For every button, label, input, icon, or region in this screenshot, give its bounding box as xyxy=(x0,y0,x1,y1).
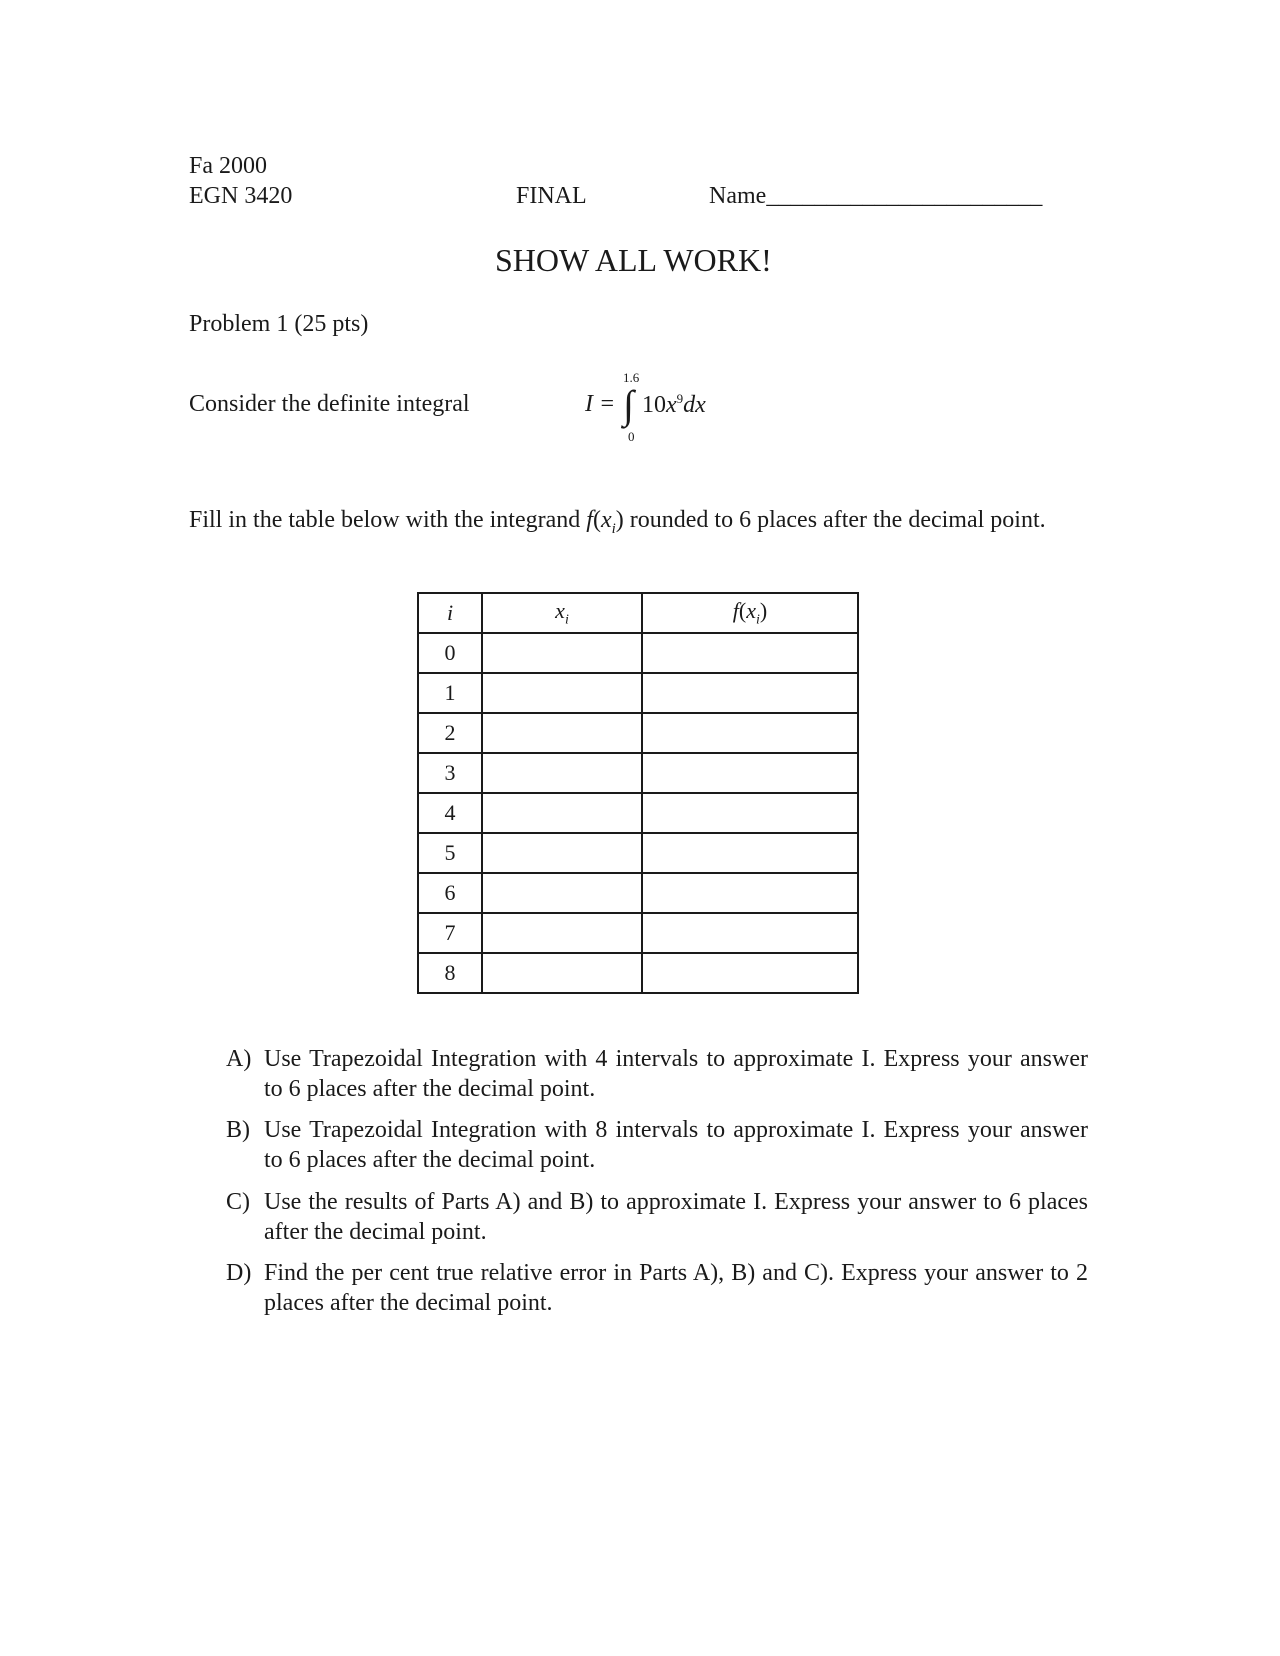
problem-title: Problem 1 (25 pts) xyxy=(189,311,369,337)
header-f-sub: i xyxy=(756,612,760,628)
table-header-row xyxy=(418,593,858,633)
row-index: 1 xyxy=(418,673,482,713)
row-index: 0 xyxy=(418,633,482,673)
xi-cell[interactable] xyxy=(482,673,642,713)
row-index: 3 xyxy=(418,753,482,793)
fxi-cell[interactable] xyxy=(642,833,858,873)
table-row xyxy=(418,793,858,833)
fill-text-x: x xyxy=(600,507,612,533)
problem-intro: Consider the definite integral xyxy=(189,391,470,417)
xi-cell[interactable] xyxy=(482,713,642,753)
question-text: Use Trapezoidal Integration with 8 intervals to approximate I. Express your answer to 6 places after the decimal point. xyxy=(264,1117,1088,1173)
header-fxi: $f(x_i)$ xyxy=(642,593,858,633)
header-i xyxy=(418,593,482,633)
page-title: SHOW ALL WORK! xyxy=(495,242,772,278)
xi-cell[interactable] xyxy=(482,913,642,953)
fill-instruction: Fill in the table below with the integrand $f(x_i)$ rounded to 6 places after the decimal point. xyxy=(189,507,1046,537)
exam-label: FINAL xyxy=(516,183,587,209)
integrand-variable: x xyxy=(666,392,677,418)
xi-cell[interactable] xyxy=(482,753,642,793)
xi-cell[interactable] xyxy=(482,833,642,873)
question-text: Use Trapezoidal Integration with 4 intervals to approximate I. Express your answer to 6 places after the decimal point. xyxy=(264,1046,1088,1102)
xi-cell[interactable] xyxy=(482,633,642,673)
row-index: 6 xyxy=(418,873,482,913)
name-label: Name xyxy=(709,183,767,209)
question-a xyxy=(226,1044,1088,1104)
row-index: 8 xyxy=(418,953,482,993)
name-line: _______________________ xyxy=(766,183,1043,209)
header-f-var: x xyxy=(746,597,756,623)
question-label: A) xyxy=(226,1046,252,1072)
row-index: 7 xyxy=(418,913,482,953)
table-row xyxy=(418,633,858,673)
integral-lhs: I = xyxy=(585,391,616,417)
question-text: Find the per cent true relative error in Parts A), B) and C). Express your answer to 2 places after the decimal point. xyxy=(264,1260,1088,1316)
values-table xyxy=(417,592,859,994)
table-row xyxy=(418,673,858,713)
table-row xyxy=(418,953,858,993)
integrand xyxy=(642,392,706,417)
fxi-cell[interactable] xyxy=(642,873,858,913)
row-index: 2 xyxy=(418,713,482,753)
integrand-coefficient: 10 xyxy=(642,392,666,418)
question-label: D) xyxy=(226,1260,252,1286)
integrand-exponent: 9 xyxy=(676,391,684,406)
question-text: Use the results of Parts A) and B) to approximate I. Express your answer to 6 places after the decimal point. xyxy=(264,1189,1088,1245)
integral-upper-limit: 1.6 xyxy=(623,370,640,385)
xi-cell[interactable] xyxy=(482,873,642,913)
header-xi xyxy=(482,593,642,633)
fxi-cell[interactable] xyxy=(642,673,858,713)
fxi-cell[interactable] xyxy=(642,913,858,953)
table-row xyxy=(418,873,858,913)
name-field[interactable] xyxy=(709,184,1042,208)
table-row xyxy=(418,713,858,753)
fxi-cell[interactable] xyxy=(642,793,858,833)
xi-cell[interactable] xyxy=(482,953,642,993)
question-label: C) xyxy=(226,1189,250,1215)
fxi-cell[interactable] xyxy=(642,633,858,673)
row-index: 4 xyxy=(418,793,482,833)
integral-lower-limit: 0 xyxy=(628,429,635,444)
table-row xyxy=(418,913,858,953)
question-c xyxy=(226,1187,1088,1247)
integrand-dx: dx xyxy=(683,392,706,418)
question-b xyxy=(226,1115,1088,1175)
header-xi-var: x xyxy=(555,597,565,623)
course-label: EGN 3420 xyxy=(189,183,293,209)
integral-sign-icon: ∫ xyxy=(623,382,634,427)
table-row xyxy=(418,753,858,793)
question-d xyxy=(226,1258,1088,1318)
fxi-cell[interactable] xyxy=(642,753,858,793)
fill-text-f: f xyxy=(586,507,593,533)
question-label: B) xyxy=(226,1117,250,1143)
fill-text-after: rounded to 6 places after the decimal point. xyxy=(623,507,1046,533)
fill-text-before: Fill in the table below with the integrand xyxy=(189,507,587,533)
fill-text-sub: i xyxy=(611,520,616,537)
term-label: Fa 2000 xyxy=(189,153,267,179)
table-row xyxy=(418,833,858,873)
fxi-cell[interactable] xyxy=(642,953,858,993)
header-xi-sub: i xyxy=(564,612,569,628)
xi-cell[interactable] xyxy=(482,793,642,833)
header-i-text: i xyxy=(446,600,454,625)
row-index: 5 xyxy=(418,833,482,873)
header-f: f xyxy=(732,597,739,623)
fxi-cell[interactable] xyxy=(642,713,858,753)
